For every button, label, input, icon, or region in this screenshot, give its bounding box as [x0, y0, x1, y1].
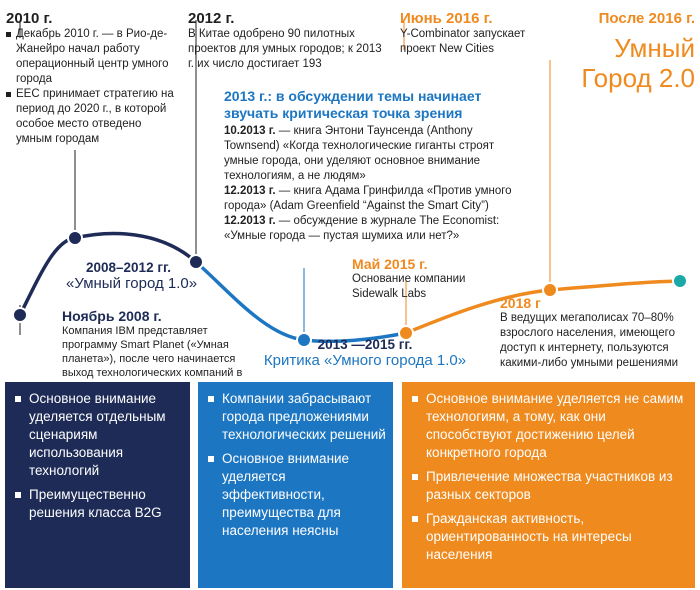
critique-era-label: [250, 337, 480, 369]
critique-block: [224, 88, 524, 244]
summary-list: [15, 390, 184, 522]
event-2018-text: В ведущих мегаполисах 70–80% взрослого населения, имеющего доступ к интернету, пользуются какими-либо умными решениями: [500, 312, 679, 369]
circle-node-icon: [13, 308, 27, 322]
event-2018-year: 2018 г: [500, 295, 541, 311]
critique-title: 2013 г.: в обсуждении темы начинает звучать критическая точка зрения: [224, 88, 482, 121]
summary-list: [208, 390, 387, 540]
critique-entry-text: — книга Энтони Таунсенда (Anthony Townsend) «Когда технологические гиганты строят умные города, они уделяют основное внимание технологиям, а не людям»: [224, 125, 495, 182]
summary-box-era2: [402, 382, 695, 588]
event-may2015: [352, 256, 472, 302]
event-2010-year: 2010 г.: [6, 10, 53, 27]
summary-box-era1: [5, 382, 190, 588]
era1-name: «Умный город 1.0»: [66, 275, 198, 292]
era2-title-line2: Город 2.0: [581, 63, 695, 93]
event-nov2008-year: Ноябрь 2008 г.: [62, 308, 162, 324]
event-may2015-year: Май 2015 г.: [352, 256, 428, 272]
circle-node-icon: [68, 231, 82, 245]
summary-item: Основное внимание уделяется эффективности, преимущества для населения неясны: [208, 450, 387, 540]
event-2010: [6, 10, 176, 147]
event-jun2016-text: Y-Combinator запускает проект New Cities: [400, 28, 526, 55]
event-after2016-year: После 2016 г.: [598, 10, 695, 27]
summary-item: Гражданская активность, ориентированность на интересы населения: [412, 510, 689, 564]
summary-list: [412, 390, 689, 564]
summary-item: Привлечение множества участников из разных секторов: [412, 468, 689, 504]
event-may2015-text: Основание компании Sidewalk Labs: [352, 273, 466, 300]
event-nov2008-text: Компания IBM представляет программу Smart Planet («Умная планета»), после чего начинается выход технологических компаний в: [62, 325, 243, 379]
critique-entry-date: 12.2013 г.: [224, 215, 276, 227]
critique-entry-text: — обсуждение в журнале The Economist: «Умные города — пустая шумиха или нет?»: [224, 215, 500, 242]
summary-item: Компании забрасывают города предложениями технологических решений: [208, 390, 387, 444]
critique-entry: [224, 184, 524, 214]
event-2012-year: 2012 г.: [188, 10, 235, 27]
critique-era-years: 2013 —2015 гг.: [317, 337, 413, 352]
critique-entry-text: — книга Адама Гринфилда «Против умного города» (Adam Greenfield “Against the Smart City”): [224, 185, 512, 212]
critique-era-name: Критика «Умного города 1.0»: [263, 352, 467, 369]
era1-years: 2008–2012 гг.: [86, 260, 171, 275]
summary-item: Основное внимание уделяется не самим технологиям, а тому, как они способствуют достижению целей конкретного города: [412, 390, 689, 462]
era1-label: [66, 260, 226, 292]
critique-entry: [224, 214, 524, 244]
critique-entry: [224, 124, 524, 184]
summary-item: Преимущественно решения класса B2G: [15, 486, 184, 522]
event-2012-text: В Китае одобрено 90 пилотных проектов для умных городов; к 2013 г. их число достигает 193: [188, 28, 382, 70]
event-2012: [188, 10, 388, 72]
era2-title-line1: Умный: [614, 33, 695, 63]
event-jun2016-year: Июнь 2016 г.: [400, 10, 493, 27]
event-2018: [500, 295, 690, 371]
critique-entry-date: 12.2013 г.: [224, 185, 276, 197]
event-2010-item: ЕЕС принимает стратегию на период до 2020 г., в которой особое место отведено умным городам: [6, 87, 176, 147]
event-2010-list: [6, 27, 176, 147]
event-2010-item: Декабрь 2010 г. — в Рио-де-Жанейро начал работу операционный центр умного города: [6, 27, 176, 87]
summary-item: Основное внимание уделяется отдельным сценариям использования технологий: [15, 390, 184, 480]
event-jun2016: [400, 10, 530, 57]
circle-node-icon: [673, 274, 687, 288]
event-after2016: [560, 10, 695, 93]
critique-entry-date: 10.2013 г.: [224, 125, 276, 137]
summary-box-critique: [198, 382, 393, 588]
